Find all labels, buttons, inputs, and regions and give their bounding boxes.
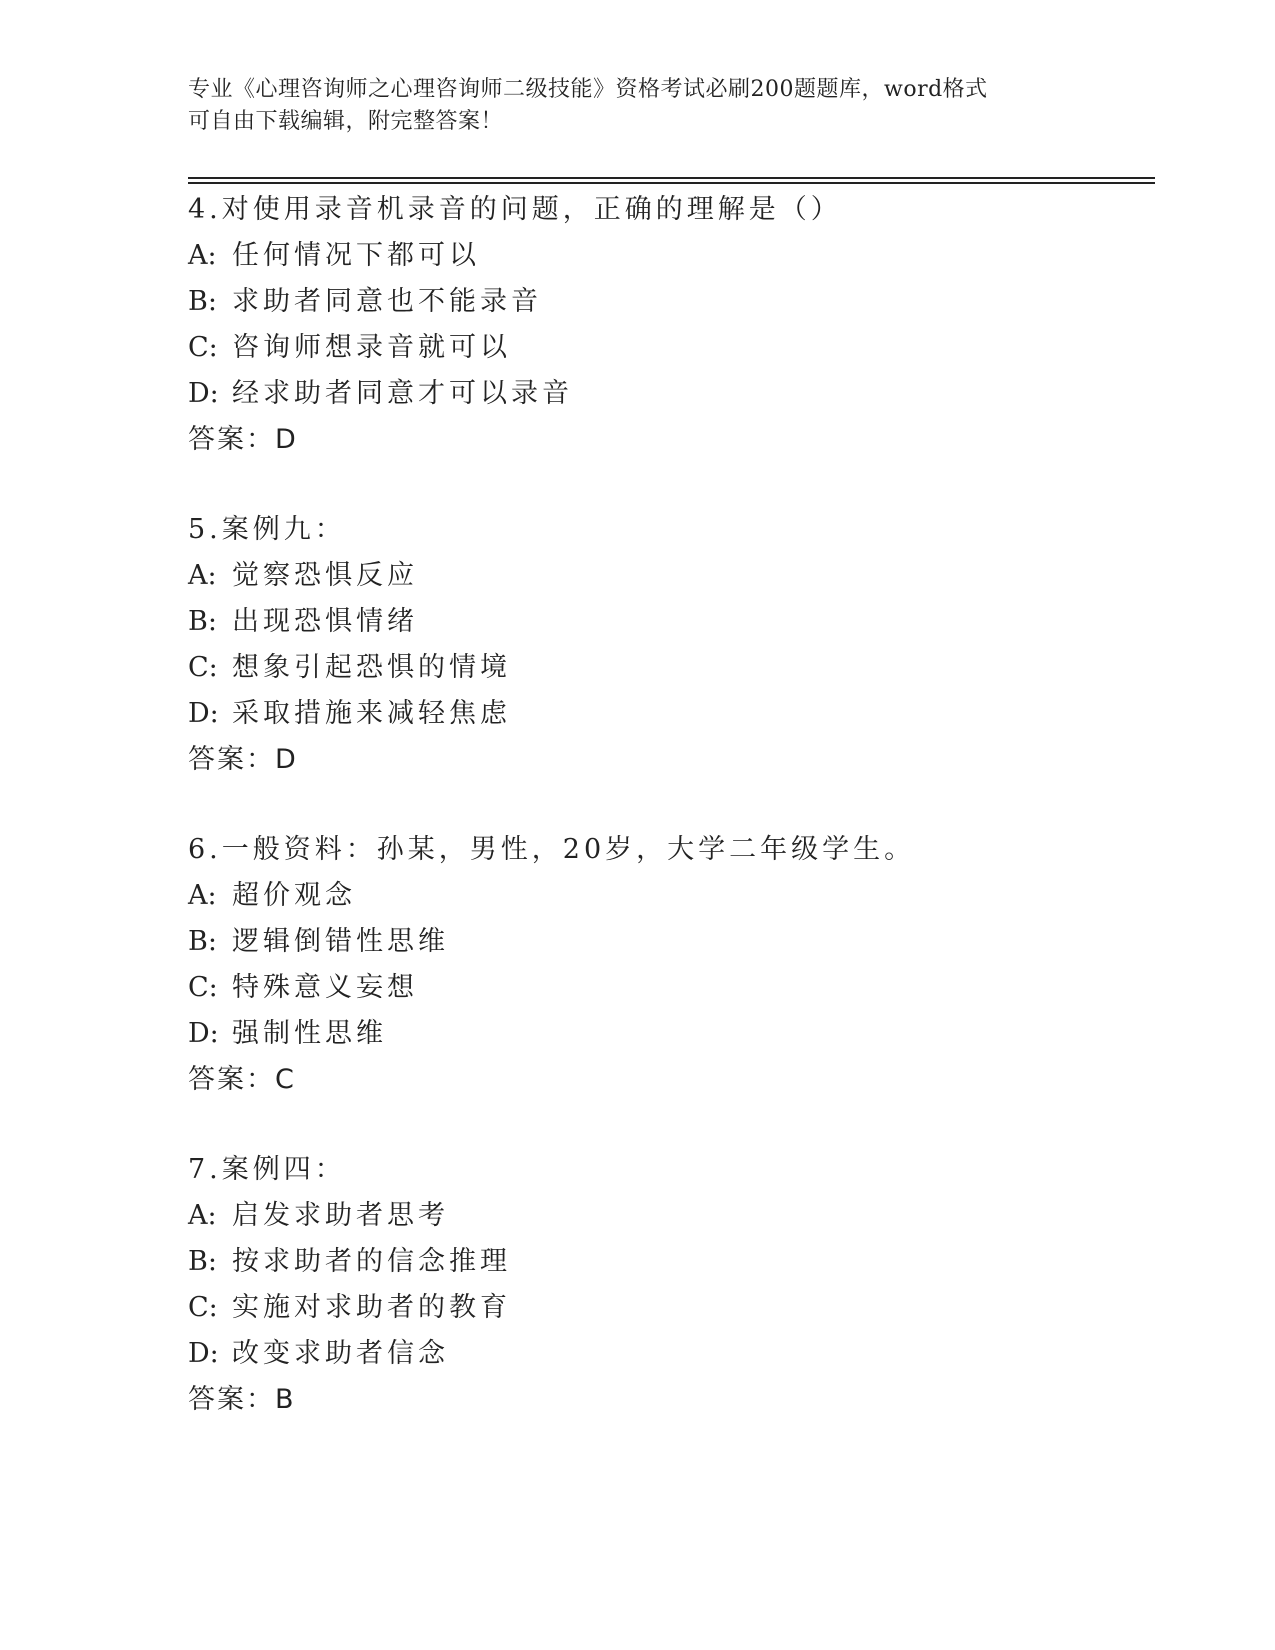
option-c [188,645,1148,691]
option-text: 启发求助者思考 [232,1200,449,1231]
option-letter: B: [188,1246,217,1277]
option-c [188,965,1148,1011]
option-letter: C: [188,1292,218,1323]
option-text: 超价观念 [232,880,356,911]
option-text: 特殊意义妄想 [232,972,418,1003]
option-letter: A: [188,1200,217,1231]
option-d [188,371,1148,417]
option-b [188,599,1148,645]
option-text: 逻辑倒错性思维 [232,926,449,957]
answer-value: D [275,424,296,455]
answer-value: D [275,744,296,775]
option-letter: C: [188,332,218,363]
answer-line [188,417,1148,463]
answer-line [188,1377,1148,1423]
option-letter: B: [188,606,217,637]
question-stem: 4.对使用录音机录音的问题，正确的理解是（） [188,194,842,225]
answer-label: 答案： [188,1064,275,1095]
option-b [188,279,1148,325]
option-b [188,1239,1148,1285]
option-c [188,1285,1148,1331]
option-b [188,919,1148,965]
document-header [188,74,1068,138]
answer-label: 答案： [188,424,275,455]
option-letter: D: [188,1018,219,1049]
option-letter: C: [188,652,218,683]
question-stem: 5.案例九： [188,514,346,545]
option-text: 经求助者同意才可以录音 [232,378,573,409]
answer-label: 答案： [188,1384,275,1415]
option-letter: D: [188,1338,219,1369]
option-text: 任何情况下都可以 [232,240,480,271]
header-divider-top [188,177,1155,179]
answer-line [188,737,1148,783]
option-text: 出现恐惧情绪 [232,606,418,637]
option-a [188,1193,1148,1239]
option-a [188,873,1148,919]
option-a [188,553,1148,599]
answer-label: 答案： [188,744,275,775]
question-stem: 6.一般资料：孙某，男性，20岁，大学二年级学生。 [188,834,916,865]
option-text: 求助者同意也不能录音 [232,286,542,317]
question-stem: 7.案例四： [188,1154,346,1185]
question-block [188,1147,1148,1423]
option-text: 按求助者的信念推理 [232,1246,511,1277]
option-letter: A: [188,560,217,591]
option-text: 改变求助者信念 [232,1338,449,1369]
option-text: 实施对求助者的教育 [232,1292,511,1323]
option-text: 强制性思维 [232,1018,387,1049]
option-text: 咨询师想录音就可以 [232,332,511,363]
option-letter: A: [188,240,217,271]
answer-value: C [275,1064,294,1095]
option-d [188,1011,1148,1057]
header-line-1: 专业《心理咨询师之心理咨询师二级技能》资格考试必刷200题题库，word格式 [188,77,988,102]
option-text: 觉察恐惧反应 [232,560,418,591]
option-letter: B: [188,286,217,317]
option-letter: A: [188,880,217,911]
question-block [188,827,1148,1103]
answer-line [188,1057,1148,1103]
option-letter: D: [188,378,219,409]
question-block [188,187,1148,463]
option-d [188,691,1148,737]
header-divider-bottom [188,182,1155,184]
answer-value: B [275,1384,294,1415]
header-line-2: 可自由下载编辑，附完整答案！ [188,109,504,134]
option-letter: B: [188,926,217,957]
option-letter: C: [188,972,218,1003]
option-c [188,325,1148,371]
option-text: 采取措施来减轻焦虑 [232,698,511,729]
option-text: 想象引起恐惧的情境 [232,652,511,683]
option-letter: D: [188,698,219,729]
option-d [188,1331,1148,1377]
question-block [188,507,1148,783]
option-a [188,233,1148,279]
